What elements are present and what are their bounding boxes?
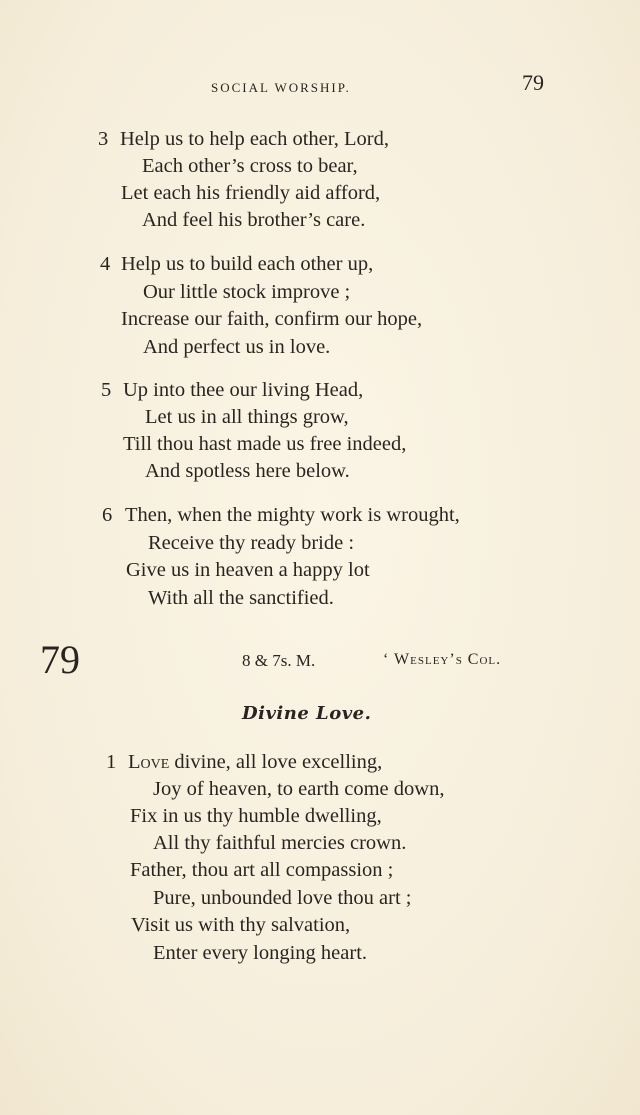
verse-line: Till thou hast made us free indeed, [123, 433, 407, 455]
verse-line: And spotless here below. [145, 460, 350, 482]
verse-line: Joy of heaven, to earth come down, [153, 778, 445, 800]
hymn-meter: 8 & 7s. M. [242, 651, 316, 670]
verse-line: Fix in us thy humble dwelling, [130, 805, 382, 827]
hymn-attribution: ‘ Wesley’s Col. [383, 651, 502, 668]
verse-line: Give us in heaven a happy lot [126, 559, 370, 581]
first-word: Love [128, 751, 170, 773]
verse-line: Enter every longing heart. [153, 942, 368, 964]
verse-line: Visit us with thy salvation, [131, 914, 351, 936]
verse-line: With all the sanctified. [148, 587, 334, 609]
verse-line: Increase our faith, confirm our hope, [121, 308, 423, 330]
verse-line: Pure, unbounded love thou art ; [153, 887, 412, 909]
verse-line: Help us to build each other up, [121, 253, 374, 275]
verse-line: Then, when the mighty work is wrought, [125, 504, 460, 526]
first-line-rest: divine, all love excelling, [169, 751, 383, 773]
verse-line: And feel his brother’s care. [142, 209, 366, 231]
running-head: SOCIAL WORSHIP. [211, 80, 351, 95]
stanza-number: 5 [101, 379, 112, 401]
verse-line: Receive thy ready bride : [148, 532, 355, 554]
verse-line: Let each his friendly aid afford, [121, 182, 381, 204]
page-number: 79 [522, 70, 544, 95]
verse-line-first [128, 752, 382, 773]
hymn-title: Divine Love. [242, 703, 372, 724]
verse-line: Let us in all things grow, [145, 406, 349, 428]
verse-line: Our little stock improve ; [143, 281, 351, 303]
verse-line: And perfect us in love. [143, 336, 331, 358]
stanza-number: 4 [100, 253, 111, 275]
stanza-number: 1 [106, 751, 117, 773]
stanza-number: 6 [102, 504, 113, 526]
verse-line: Each other’s cross to bear, [142, 155, 358, 177]
hymn-number: 79 [40, 637, 80, 682]
verse-line: Father, thou art all compassion ; [130, 859, 394, 881]
verse-line: All thy faithful mercies crown. [153, 832, 407, 854]
verse-line: Help us to help each other, Lord, [120, 128, 390, 150]
verse-line: Up into thee our living Head, [123, 379, 364, 401]
stanza-number: 3 [98, 128, 109, 150]
